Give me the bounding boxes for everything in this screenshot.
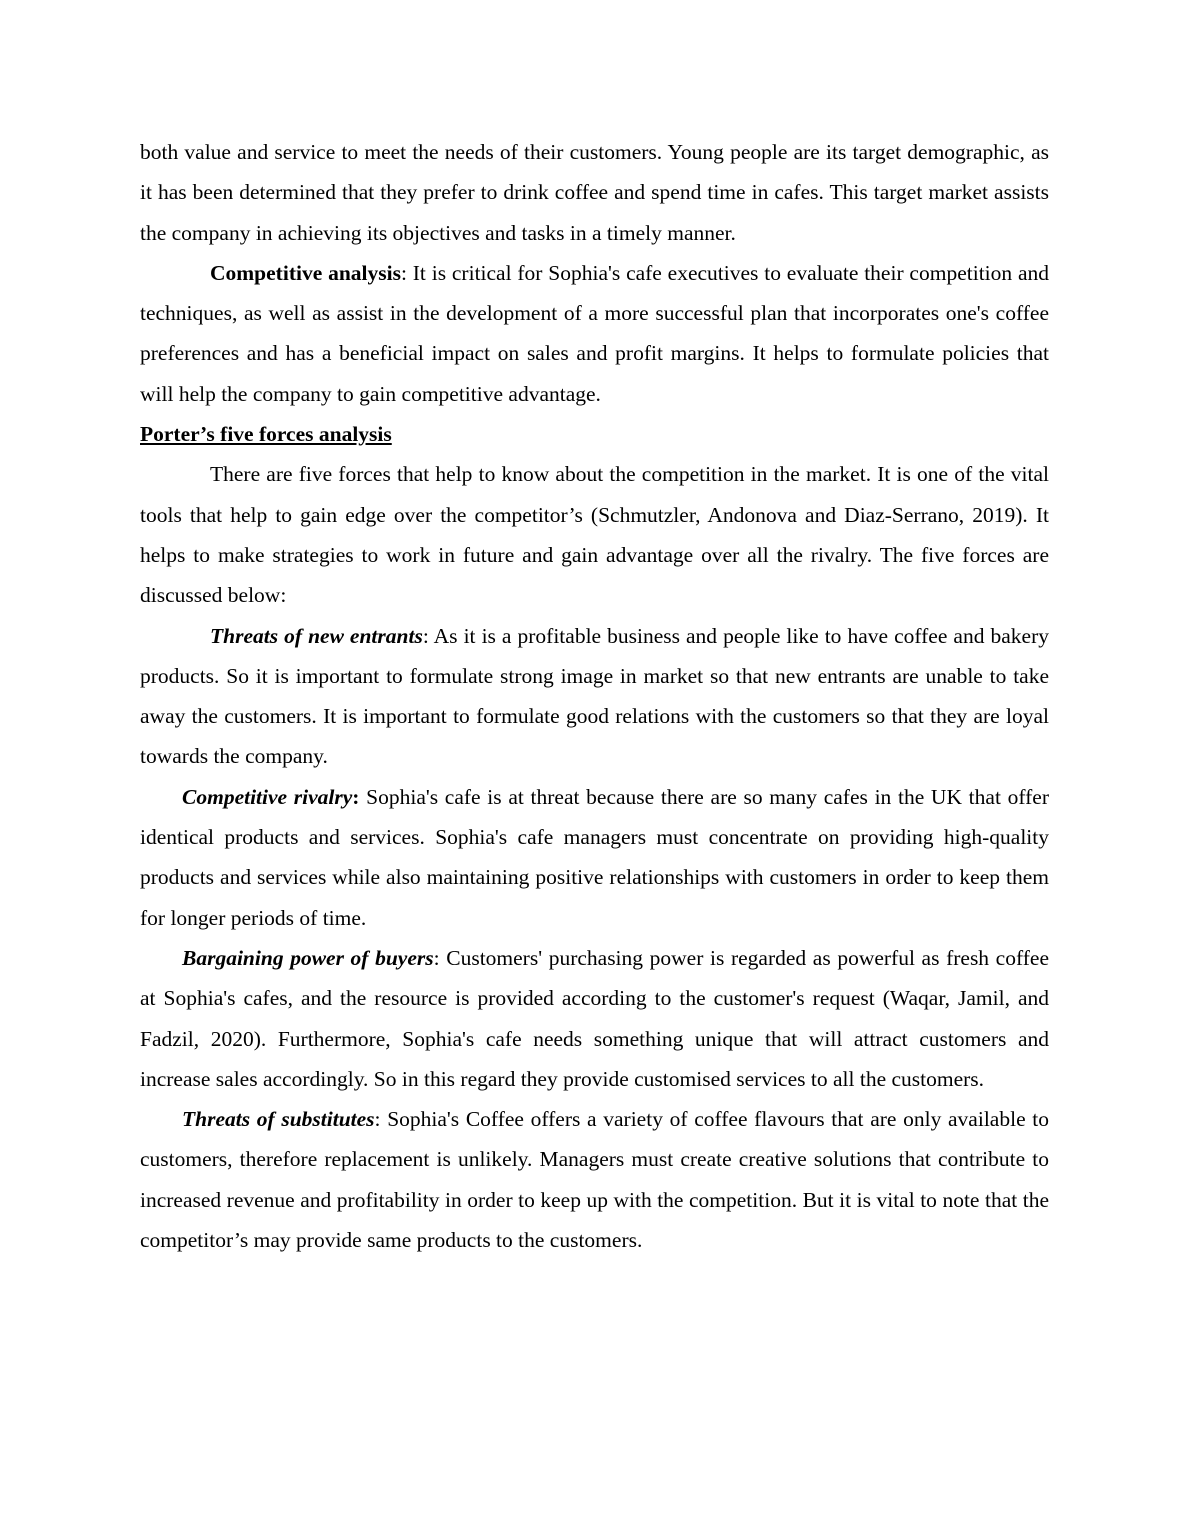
paragraph-competitive-rivalry: Competitive rivalry: Sophia's cafe is at threat because there are so many cafes in the UK that offer identical products and services. Sophia's cafe managers must concentrate on providing high-quality products and services while also maintaining positive relationships with customers in order to keep them for longer periods of time.	[140, 784, 1049, 930]
term-threats-substitutes: Threats of substitutes	[182, 1107, 375, 1132]
term-competitive-rivalry: Competitive rivalry	[182, 784, 353, 809]
term-threats-new-entrants: Threats of new entrants	[210, 623, 423, 648]
paragraph-threats-new-entrants: Threats of new entrants: As it is a profitable business and people like to have coffee and bakery products. So it is important to formulate strong image in market so that new entrants are unable to take away the customers. It is important to formulate good relations with the customers so that they are loyal towards the company.	[140, 623, 1049, 769]
paragraph-threats-substitutes: Threats of substitutes: Sophia's Coffee offers a variety of coffee flavours that are only available to customers, therefore replacement is unlikely. Managers must create creative solutions that contribute to increased revenue and profitability in order to keep up with the competition. But it is vital to note that the competitor’s may provide same products to the customers.	[140, 1107, 1050, 1253]
term-competitive-analysis: Competitive analysis	[210, 260, 401, 285]
paragraph-five-forces-intro: There are five forces that help to know about the competition in the market. It is one of the vital tools that help to gain edge over the competitor’s (Schmutzler, Andonova and Diaz-Serrano, 2019). It helps to make strategies to work in future and gain advantage over all the rivalry. The five forces are discussed below:	[140, 462, 1049, 608]
section-heading-porters-five-forces: Porter’s five forces analysis	[140, 422, 392, 447]
paragraph-target-market: both value and service to meet the needs of their customers. Young people are its target demographic, as it has been determined that they prefer to drink coffee and spend time in cafes. This target market assists the company in achieving its objectives and tasks in a timely manner.	[140, 140, 1049, 245]
paragraph-bargaining-power-buyers: Bargaining power of buyers: Customers' purchasing power is regarded as powerful as fresh coffee at Sophia's cafes, and the resource is provided according to the customer's request (Waqar, Jamil, and Fadzil, 2020). Furthermore, Sophia's cafe needs something unique that will attract customers and increase sales accordingly. So in this regard they provide customised services to all the customers.	[140, 945, 1049, 1091]
paragraph-competitive-analysis: Competitive analysis: It is critical for Sophia's cafe executives to evaluate their competition and techniques, as well as assist in the development of a more successful plan that incorporates one's coffee preferences and has a beneficial impact on sales and profit margins. It helps to formulate policies that will help the company to gain competitive advantage.	[140, 260, 1050, 406]
document-page	[140, 132, 1049, 1260]
term-bargaining-power-buyers: Bargaining power of buyers	[182, 945, 434, 970]
